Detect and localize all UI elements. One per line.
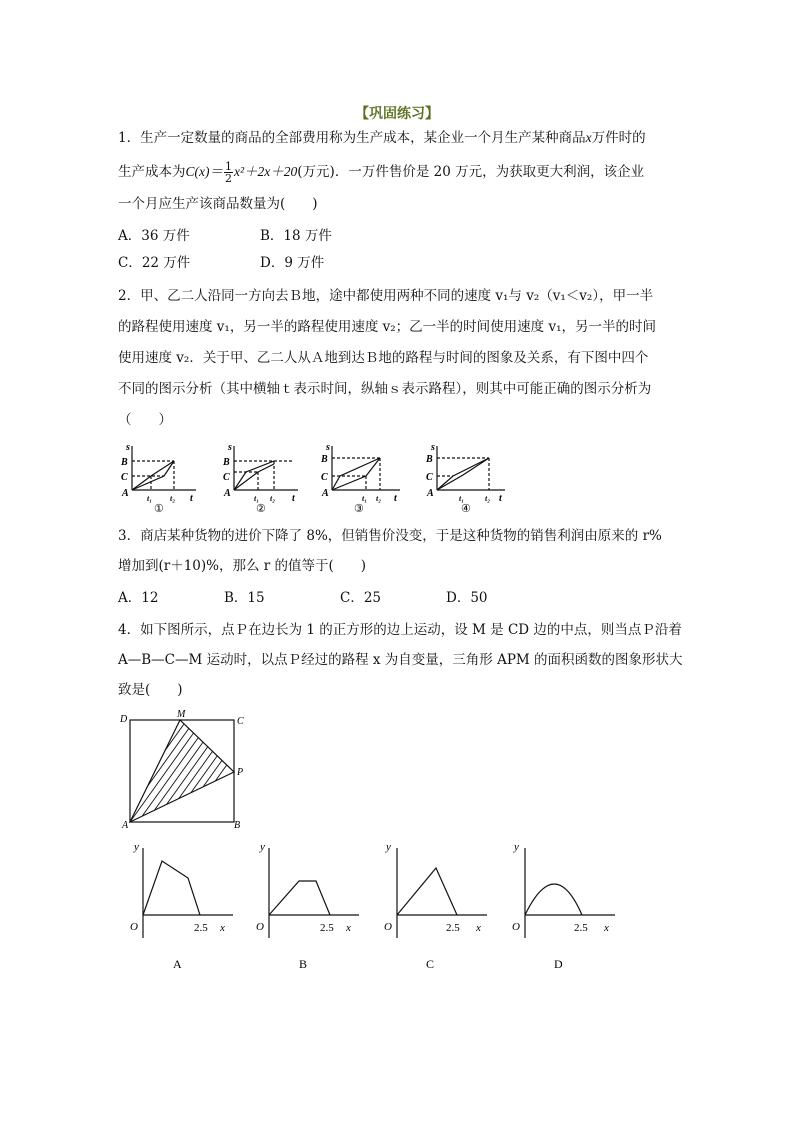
axis-x: x — [476, 922, 481, 934]
vertex-A: A — [122, 820, 129, 831]
graph-label: B — [299, 957, 308, 971]
label-B: B — [121, 457, 128, 468]
graph-label: C — [426, 957, 435, 971]
axis-t: t — [190, 493, 193, 504]
vertex-D: D — [120, 714, 128, 725]
q2-graph-1 — [118, 440, 198, 515]
graph-label: ④ — [461, 503, 471, 515]
origin: O — [512, 921, 520, 933]
q4-graph-d — [500, 838, 625, 973]
axis-y: y — [134, 841, 139, 853]
label-t2: t₂ — [270, 494, 276, 503]
label-B: B — [426, 454, 433, 465]
axis-x: x — [220, 922, 225, 934]
graph-label: D — [554, 957, 563, 971]
origin: O — [384, 921, 392, 933]
label-t2: t₂ — [170, 494, 176, 503]
q3-line1: 3．商店某种货物的进价下降了 8%，但销售价没变，于是这种货物的销售利润由原来的 r% — [118, 528, 662, 544]
graph-label: ③ — [354, 503, 364, 515]
graph-label: ① — [154, 503, 164, 515]
tick-2-5: 2.5 — [574, 922, 588, 934]
axis-t: t — [499, 493, 502, 504]
q3-option-a: A．12 — [118, 590, 159, 606]
q1-line3: 一个月应生产该商品数量为( ) — [118, 196, 318, 212]
q1-line1: 1．生产一定数量的商品的全部费用称为生产成本，某企业一个月生产某种商品x万件时的 — [118, 130, 646, 146]
q4-graph-a — [118, 838, 236, 973]
axis-y: y — [386, 841, 391, 853]
origin: O — [256, 921, 264, 933]
label-t2: t₂ — [376, 494, 382, 503]
graph-label: A — [173, 957, 182, 971]
q2-line4: 不同的图示分析（其中横轴ｔ表示时间，纵轴ｓ表示路程），则其中可能正确的图示分析为 — [118, 381, 652, 397]
label-B: B — [321, 454, 328, 465]
axis-t: t — [394, 493, 397, 504]
vertex-B: B — [234, 820, 241, 831]
label-A: A — [427, 488, 434, 499]
axis-x: x — [346, 922, 351, 934]
label-t1: t₁ — [459, 494, 465, 503]
q2-graph-2 — [220, 440, 300, 515]
label-C: C — [223, 472, 230, 483]
origin: O — [130, 921, 138, 933]
q2-graph-3 — [318, 440, 403, 515]
axis-x: x — [604, 922, 609, 934]
q2-line5: （ ） — [118, 412, 172, 428]
axis-y: y — [514, 841, 519, 853]
label-t1: t₁ — [147, 494, 153, 503]
q4-line2: A—B—C—M 运动时，以点Ｐ经过的路程 x 为自变量，三角形 APM 的面积函数的图象形状大 — [118, 652, 683, 668]
q3-option-d: D．50 — [446, 590, 488, 606]
section-title: 【巩固练习】 — [355, 106, 439, 122]
q2-graph-4 — [423, 440, 508, 515]
q3-line2: 增加到(r＋10)%，那么 r 的值等于( ) — [118, 558, 367, 574]
q3-option-b: B．15 — [224, 590, 265, 606]
label-A: A — [322, 488, 329, 499]
q1-option-d: D．9 万件 — [260, 255, 325, 271]
label-C: C — [321, 472, 328, 483]
label-A: A — [122, 488, 129, 499]
q2-line1: 2．甲、乙二人沿同一方向去Ｂ地，途中都使用两种不同的速度 v₁与 v₂（v₁＜v₂），甲一半 — [118, 288, 654, 304]
axis-y: y — [260, 841, 265, 853]
q4-graph-b — [244, 838, 362, 973]
q3-option-c: C．25 — [340, 590, 382, 606]
axis-s: s — [326, 442, 330, 453]
label-A: A — [224, 488, 231, 499]
q1-option-c: C．22 万件 — [118, 255, 191, 271]
axis-t: t — [292, 493, 295, 504]
label-t1: t₁ — [362, 494, 368, 503]
formula-func: C(x)＝ — [185, 164, 223, 179]
axis-s: s — [228, 442, 232, 453]
vertex-P: P — [237, 767, 244, 778]
fraction-half: $\frac{1}{2}$ — [225, 160, 232, 185]
tick-2-5: 2.5 — [194, 922, 208, 934]
q1-line2: 生产成本为C(x)＝ $\frac{1}{2}$ x²＋2x＋20(万元)．一万件售价是 20 万元，为获取更大利润，该企业 — [118, 160, 645, 185]
vertex-M: M — [177, 709, 186, 720]
tick-2-5: 2.5 — [446, 922, 460, 934]
axis-s: s — [431, 442, 435, 453]
q2-line2: 的路程使用速度 v₁，另一半的路程使用速度 v₂；乙一半的时间使用速度 v₁，另一半的时间 — [118, 319, 656, 335]
q2-line3: 使用速度 v₂．关于甲、乙二人从Ａ地到达Ｂ地的路程与时间的图象及关系，有下图中四个 — [118, 350, 649, 366]
vertex-C: C — [237, 716, 244, 727]
formula-rest: x²＋2x＋20 — [234, 164, 298, 179]
axis-s: s — [126, 442, 130, 453]
square-figure — [118, 710, 253, 835]
label-C: C — [121, 472, 128, 483]
q4-line1: 4．如下图所示，点Ｐ在边长为 1 的正方形的边上运动，设 M 是 CD 边的中点，则当点Ｐ沿着 — [118, 622, 682, 638]
q1-option-a: A．36 万件 — [118, 228, 190, 244]
q4-graph-c — [372, 838, 490, 973]
label-B: B — [223, 457, 230, 468]
q1-option-b: B．18 万件 — [260, 228, 332, 244]
graph-label: ② — [256, 503, 266, 515]
label-t2: t₂ — [485, 494, 491, 503]
label-C: C — [426, 472, 433, 483]
tick-2-5: 2.5 — [320, 922, 334, 934]
q4-line3: 致是( ) — [118, 682, 183, 698]
label-t1: t₁ — [254, 494, 260, 503]
